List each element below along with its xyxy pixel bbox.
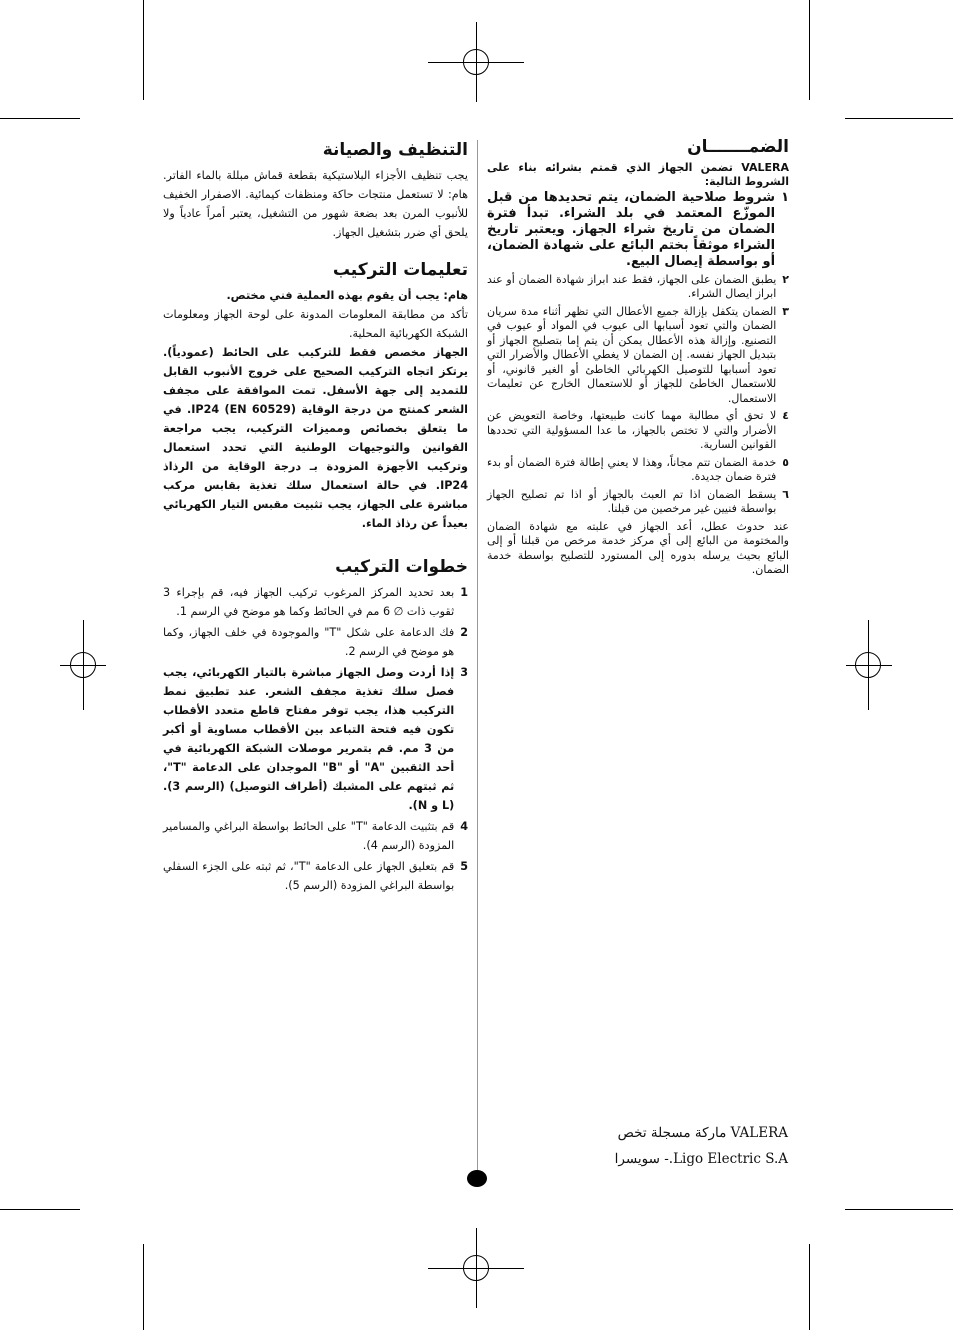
warranty-closing: عند حدوث عطل، أعد الجهاز في علبته مع شهادة الضمان والمختومة من البائع إلى أي مركز خدمة مرخص من قبلنا أو إلى البائع بحيث يرسله بدوره إلى المستورد للتصليح بواسطة خدمة الضمان. [487, 519, 789, 576]
item-number: ٢ [782, 272, 789, 286]
left-column [163, 140, 468, 897]
warranty-title: الضمـــــــان [687, 137, 789, 157]
list-item [487, 456, 789, 485]
crop-mark [809, 1244, 810, 1330]
step-text: إذا أردت وصل الجهاز مباشرة بالتيار الكهربائي، يجب فصل سلك تغذية مجفف الشعر. عند تطبيق نمط التركيب هذا، يجب توفر مفتاح قاطع متعدد الأقطاب تكون فيه فتحة التباعد بين الأقطاب مساوية أو أكبر من 3 مم. قم بتمرير موصلات الشبكة الكهربائية في أحد الثقبين "A" أو "B" الموجدان على الدعامة "T"، ثم ثبتهم على المشبك (أطراف التوصيل) (الرسم 3). (L و N). [163, 666, 455, 812]
crop-mark [143, 1244, 144, 1330]
steps-list [163, 583, 468, 895]
item-text: الضمان يتكفل بإزالة جميع الأعطال التي تظهر أثناء مدة سريان الضمان والتي تعود أسبابها الى عيوب في المواد أو عيوب في التصنيع. وإزالة هذه الأعطال يمكن أن يتم إما بتصليح الجهاز أو بتبديل الجهاز نفسه. إن الضمان لا يغطي الأعطال والأضرار التي تعود أسبابها للتوصيل الكهربائي الخاطئ أو الغير قانوني، أو للاستعمال الخاطئ للجهاز أو للاستعمال الخارج عن تعليمات الاستعمال. [487, 304, 777, 405]
registration-mark-icon [463, 49, 489, 75]
step-number: 4 [460, 820, 468, 833]
list-item [487, 273, 789, 302]
item-text: خدمة الضمان تتم مجاناً، وهذا لا يعني إطالة فترة الضمان أو بدء فترة ضمان جديدة. [487, 455, 777, 483]
crop-mark [0, 1209, 80, 1210]
step-text: بعد تحديد المركز المرغوب تركيب الجهاز فيه، قم بإجراء 3 ثقوب ذات ∅ 6 مم في الحائط وكما هو موضح في الرسم 1. [163, 586, 455, 618]
crop-mark [845, 1209, 953, 1210]
step-text: قم بتثبيت الدعامة "T" على الحائط بواسطة البراغي والمسامير المزودة (الرسم 4). [163, 820, 455, 852]
item-text: يطبق الضمان على الجهاز، فقط عند ابراز شهادة الضمان أو عند ابراز ايصال الشراء. [487, 272, 777, 300]
crop-mark [809, 0, 810, 100]
list-item [487, 488, 789, 517]
list-item [163, 583, 468, 621]
item-number: ٦ [782, 487, 789, 501]
step-text: قم بتعليق الجهاز على الدعامة "T"، ثم ثبته على الجزء السفلي بواسطة البراغي المزودة (الرسم 5). [163, 860, 455, 892]
brand-line-2: Ligo Electric S.A.- سويسرا [614, 1151, 788, 1167]
page-marker-icon [467, 1170, 487, 1187]
list-item [487, 190, 789, 270]
step-number: 5 [460, 860, 468, 873]
step-number: 3 [460, 666, 468, 679]
right-column [487, 137, 789, 578]
item-number: ٣ [782, 304, 789, 318]
cleaning-text: يجب تنظيف الأجزاء البلاستيكية بقطعة قماش مبللة بالماء الفاتر. هام: لا تستعمل منتجات حاكة ومنظفات كيمائية. الاصفرار الخفيف للأنبوب المرن بعد بضعة شهور من التشغيل، يعتبر أمراً عادياً ولا يلحق أي ضرر بتشغيل الجهاز. [163, 169, 468, 239]
item-text: يسقط الضمان اذا تم العبث بالجهاز أو اذا تم تصليح الجهاز بواسطة فنيين غير مرخصين من قبلنا. [487, 487, 777, 515]
step-number: 1 [460, 586, 468, 599]
install-check: تأكد من مطابقة المعلومات المدونة على لوحة الجهاز ومعلومات الشبكة الكهربائية المحلية. [163, 308, 468, 340]
warranty-intro: VALERA تضمن الجهاز الذي قمتم بشرائه بناء على الشروط التالية: [487, 160, 789, 188]
item-number: ٤ [782, 409, 789, 422]
install-body: الجهاز مخصص فقط للتركيب على الحائط (عمودياً). يرتكز اتجاه التركيب الصحيح على خروج الأنبوب القابل للتمديد إلى جهة الأسفل. تمت الموافقة على مجفف الشعر كمنتج من درجة الوقاية IP24 (EN 60529). في ما يتعلق بخصائص ومميزات التركيب، يجب مراجعة القوانين والتوجيهات الوطنية التي تحدد استعمال وتركيب الأجهزة المزودة بـ درجة الوقاية من الرذاذ IP24. في حالة استعمال سلك تغذية بقابس مركب مباشرة على الجهاز، يجب تثبيت مقبس التيار الكهربائي بعيداً عن رذاذ الماء. [163, 346, 468, 530]
item-number: ٥ [782, 455, 789, 469]
column-divider [477, 140, 478, 1180]
brand-line-1: VALERA ماركة مسجلة تخص [617, 1125, 788, 1141]
crop-mark [845, 118, 953, 119]
item-text: لا تحق أي مطالبة مهما كانت طبيعتها، وخاصة التعويض عن الأضرار والتي لا تختص بالجهاز، ما عدا المسؤولية التي تحددها القوانين السارية. [487, 409, 777, 451]
crop-mark [143, 0, 144, 100]
list-item [163, 623, 468, 661]
registration-mark-icon [463, 1255, 489, 1281]
list-item [163, 857, 468, 895]
item-text: شروط صلاحية الضمان، يتم تحديدها من قبل الموزّع المعتمد في بلد الشراء. تبدأ فترة الضمان من تاريخ شراء الجهاز. ويعتبر تاريخ الشراء موثقاً بختم البائع على شهادة الضمان، أو بواسطة إيصال البيع. [487, 189, 776, 269]
steps-title: خطوات التركيب [335, 557, 468, 577]
brand-footer [600, 1120, 788, 1172]
cleaning-title: التنظيف والصيانة [322, 140, 468, 160]
list-item [163, 663, 468, 815]
install-warning: هام: يجب أن يقوم بهذه العملية فني مختص. [226, 289, 468, 302]
registration-mark-icon [70, 652, 96, 678]
registration-mark-icon [855, 652, 881, 678]
step-number: 2 [460, 626, 468, 639]
list-item [487, 305, 789, 407]
step-text: فك الدعامة على شكل "T" والموجودة في خلف الجهاز، وكما هو موضح في الرسم 2. [163, 626, 455, 658]
list-item [163, 817, 468, 855]
list-item [487, 409, 789, 453]
warranty-list [487, 190, 789, 517]
crop-mark [0, 118, 80, 119]
install-title: تعليمات التركيب [332, 260, 468, 280]
item-number: ١ [781, 189, 789, 205]
